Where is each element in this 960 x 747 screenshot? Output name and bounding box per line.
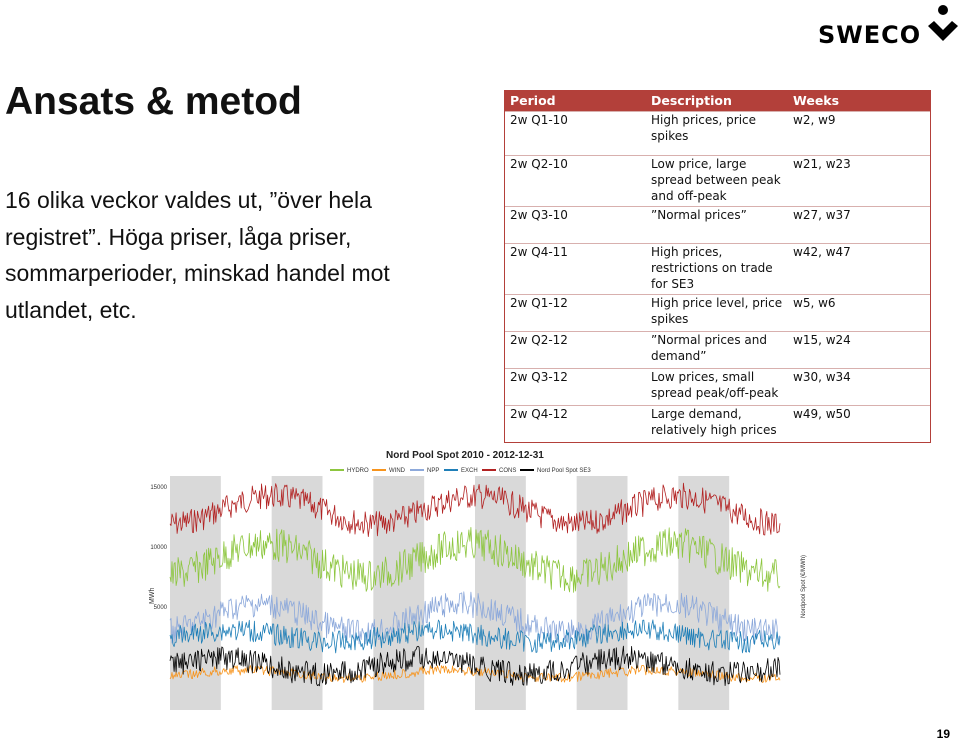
legend-label: CONS <box>499 468 517 474</box>
slide-body-text: 16 olika veckor valdes ut, ”över hela registret”. Höga priser, låga priser, sommarperioder, minskad handel mot utlandet, etc. <box>5 187 390 323</box>
cell-weeks: w15, w24 <box>793 333 851 347</box>
table-row <box>505 243 930 294</box>
table-row <box>505 155 930 206</box>
cell-period: 2w Q3-12 <box>510 370 568 384</box>
cell-period: 2w Q2-12 <box>510 333 568 347</box>
sweco-logo <box>818 4 958 48</box>
header-weeks: Weeks <box>793 93 840 108</box>
chart-ytick-label: 10000 <box>150 545 167 551</box>
selected-weeks-table <box>504 90 931 443</box>
chart-title: Nord Pool Spot 2010 - 2012-12-31 <box>386 450 544 461</box>
table-row <box>505 206 930 243</box>
cell-weeks: w27, w37 <box>793 208 851 222</box>
cell-description: Large demand, relatively high prices <box>651 407 777 437</box>
chart-svg <box>140 448 820 720</box>
page-number: 19 <box>936 727 950 741</box>
cell-description: ”Normal prices” <box>651 208 747 222</box>
table-header <box>505 91 930 111</box>
cell-description: ”Normal prices and demand” <box>651 333 767 363</box>
chart-ytick-label: 5000 <box>153 605 167 611</box>
table-row <box>505 405 930 442</box>
legend-label: HYDRO <box>347 468 369 474</box>
table-row <box>505 331 930 368</box>
legend-label: EXCH <box>461 468 478 474</box>
cell-description: High prices, price spikes <box>651 113 757 143</box>
cell-weeks: w30, w34 <box>793 370 851 384</box>
cell-period: 2w Q1-12 <box>510 296 568 310</box>
cell-description: Low prices, small spread peak/off-peak <box>651 370 779 400</box>
table-row <box>505 368 930 405</box>
legend-label: WIND <box>389 468 405 474</box>
nord-pool-chart <box>140 448 820 720</box>
header-period: Period <box>510 93 556 108</box>
cell-period: 2w Q4-12 <box>510 407 568 421</box>
table-row <box>505 111 930 155</box>
cell-weeks: w21, w23 <box>793 157 851 171</box>
legend-label: Nord Pool Spot SE3 <box>537 468 591 474</box>
cell-period: 2w Q1-10 <box>510 113 568 127</box>
chart-y2label: Nordpool Spot (€/MWh) <box>801 554 807 618</box>
chart-ylabel: MWh <box>149 587 156 604</box>
cell-period: 2w Q4-11 <box>510 245 568 259</box>
table-row <box>505 294 930 331</box>
cell-weeks: w5, w6 <box>793 296 836 310</box>
cell-description: Low price, large spread between peak and off-peak <box>651 157 781 203</box>
logo-mark-icon <box>926 4 958 46</box>
legend-label: NPP <box>427 468 440 474</box>
cell-description: High prices, restrictions on trade for SE3 <box>651 245 773 291</box>
cell-description: High price level, price spikes <box>651 296 783 326</box>
cell-period: 2w Q2-10 <box>510 157 568 171</box>
chart-ytick-label: 15000 <box>150 485 167 491</box>
chart-legend <box>330 468 591 474</box>
cell-period: 2w Q3-10 <box>510 208 568 222</box>
slide-title: Ansats & metod <box>5 80 302 123</box>
header-description: Description <box>651 93 732 108</box>
cell-weeks: w2, w9 <box>793 113 836 127</box>
logo-text: SWECO <box>818 21 922 49</box>
cell-weeks: w49, w50 <box>793 407 851 421</box>
cell-weeks: w42, w47 <box>793 245 851 259</box>
